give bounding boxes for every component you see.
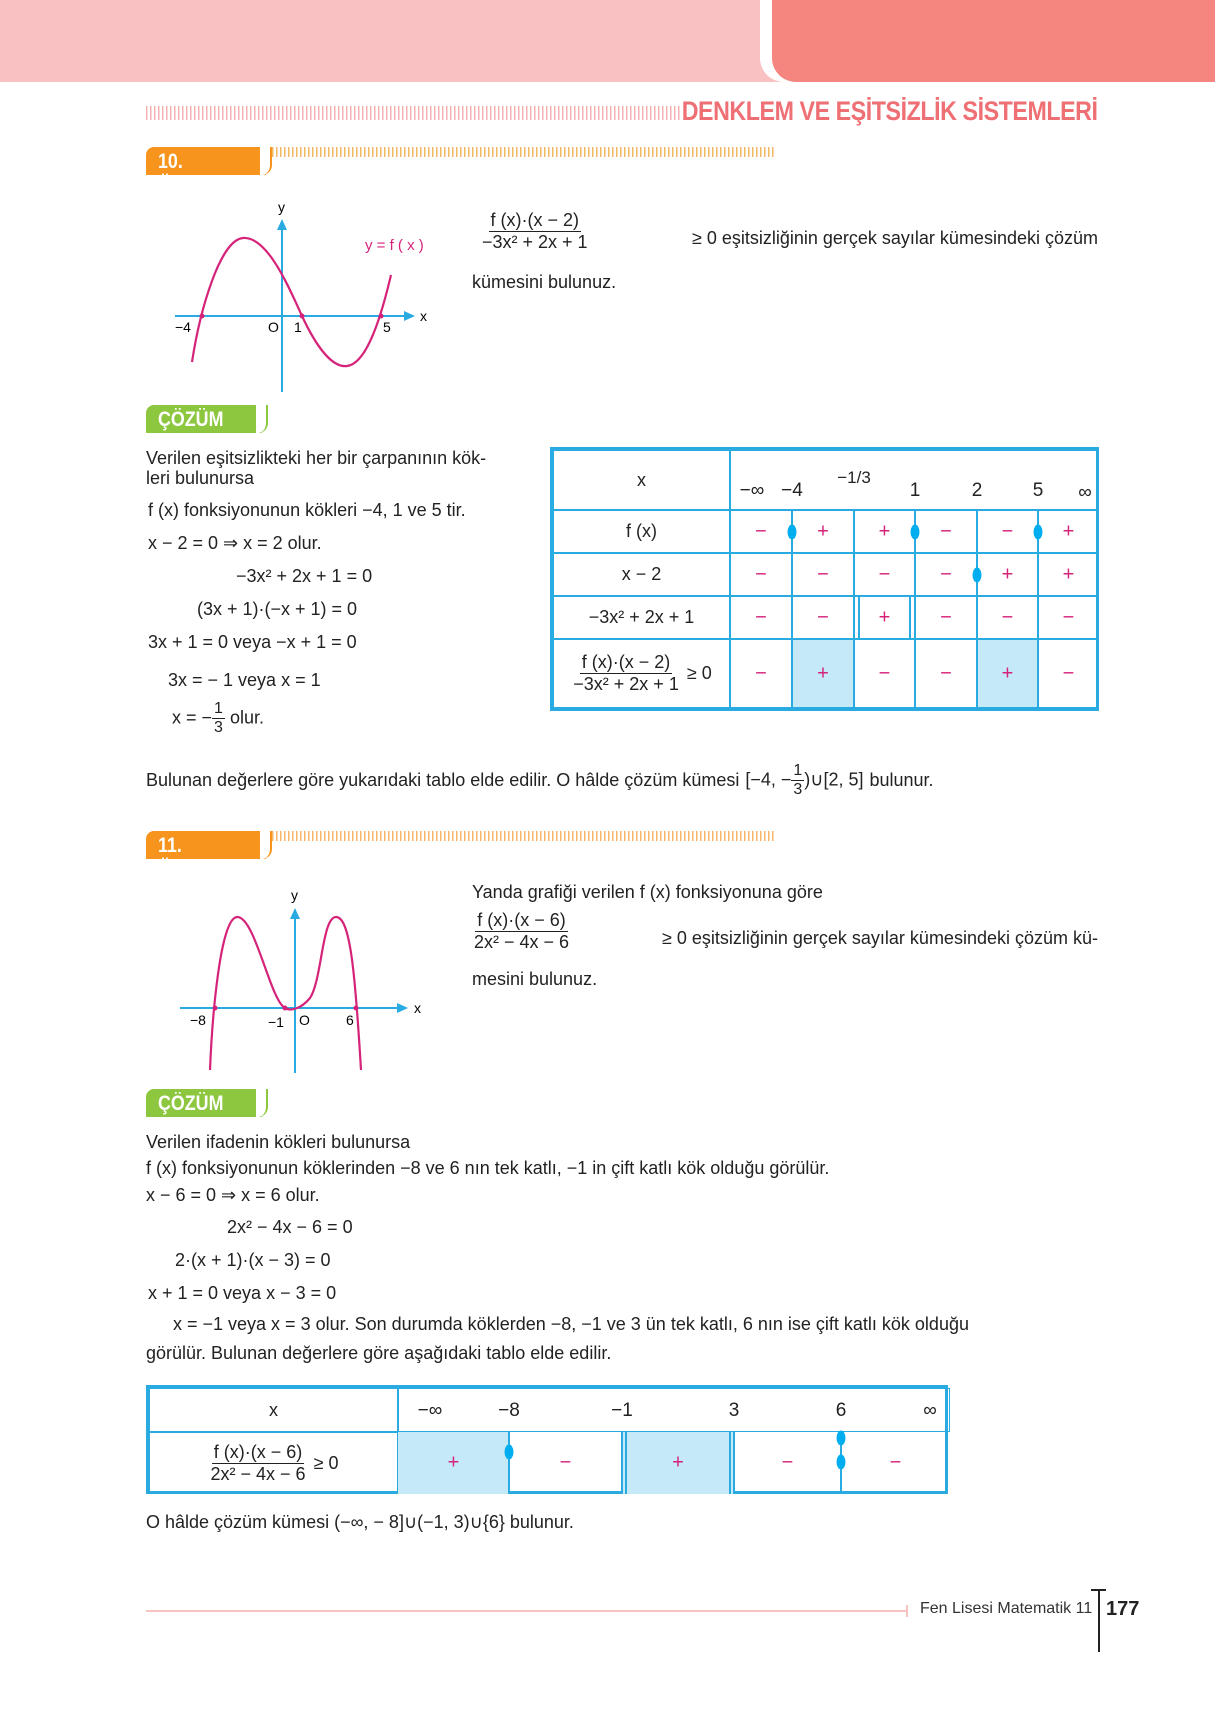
column-divider (914, 596, 916, 639)
graph-ex11 (150, 870, 450, 1080)
badge-label: ÇÖZÜM (158, 408, 224, 431)
header-value: 1 (909, 480, 921, 501)
header-value: ∞ (1078, 482, 1092, 503)
denominator: 2x² − 4x − 6 (210, 1463, 306, 1484)
sign-mark: − (559, 1451, 572, 1474)
numerator: f (x)·(x − 2) (581, 652, 671, 673)
x-label: x (420, 308, 427, 324)
footer-divider (1098, 1589, 1100, 1652)
sign-table-ex10 (550, 447, 1099, 711)
column-divider (976, 510, 978, 553)
solution-line: x − 6 = 0 ⇒ x = 6 olur. (146, 1185, 320, 1205)
root-point (300, 314, 305, 319)
sign-mark: + (878, 606, 891, 628)
graph-ex10 (150, 190, 450, 400)
sign-mark: + (1062, 520, 1075, 542)
column-divider (621, 1432, 623, 1494)
denominator: −3x² + 2x + 1 (573, 674, 679, 694)
ex11-problem-text: ≥ 0 eşitsizliğinin gerçek sayılar kümesindeki çözüm kü- (661, 928, 1098, 948)
y-label: y (291, 887, 298, 903)
sign-table-ex11 (146, 1385, 948, 1494)
fraction (571, 652, 681, 694)
row-label: x − 2 (553, 553, 730, 596)
tick-label: 1 (294, 319, 302, 335)
double-line (909, 596, 911, 639)
denominator: 3 (214, 719, 223, 737)
y-arrow-icon (277, 219, 287, 230)
sign-mark: − (878, 563, 891, 585)
solution-line: leri bulunursa (146, 468, 255, 488)
sign-mark: − (1062, 662, 1075, 684)
header-band-right (772, 0, 1215, 82)
solution-line: Verilen ifadenin kökleri bulunursa (146, 1132, 411, 1152)
footer-divider-cap (1091, 1589, 1106, 1591)
sign-mark: − (817, 563, 829, 585)
footer-rule (146, 1610, 906, 1612)
header-value: −4 (781, 480, 803, 501)
fraction (791, 762, 804, 800)
header-band-left (0, 0, 790, 82)
root-point (200, 314, 205, 319)
sign-mark: − (817, 606, 829, 628)
header-value: −∞ (417, 1400, 443, 1421)
solution-line: x − 2 = 0 ⇒ x = 2 olur. (148, 533, 322, 553)
solution-line: 3x + 1 = 0 veya −x + 1 = 0 (148, 632, 357, 652)
header-value: 3 (728, 1400, 740, 1421)
ex11-conclusion: O hâlde çözüm kümesi (−∞, − 8]∪(−1, 3)∪{6} bulunur. (146, 1512, 574, 1532)
header-x: x (149, 1388, 398, 1432)
conclusion-text: Bulunan değerlere göre yukarıdaki tablo elde edilir. O hâlde çözüm kümesi (146, 770, 740, 791)
double-line (625, 1432, 627, 1494)
origin-label: O (299, 1012, 310, 1028)
column-divider (914, 553, 916, 596)
column-divider (1037, 596, 1039, 639)
tick-label: 6 (346, 1012, 354, 1028)
header-values (398, 1388, 950, 1432)
column-divider (853, 510, 855, 553)
example-10-badge (146, 147, 266, 197)
title-ticks (146, 106, 681, 120)
solution-line: 2·(x + 1)·(x − 3) = 0 (175, 1250, 331, 1270)
sign-mark: − (781, 1451, 794, 1474)
sign-mark: + (672, 1451, 684, 1474)
badge-label: 11. ÖRNEK (158, 834, 223, 881)
row-label (149, 1432, 398, 1494)
header-value: −1/3 (837, 468, 871, 487)
ex11-problem-text: mesini bulunuz. (472, 969, 598, 989)
set-part: [−4, − (745, 769, 792, 790)
header-value: ∞ (923, 1400, 937, 1421)
column-divider (976, 596, 978, 639)
inequality-sign: ≥ 0 (313, 1452, 339, 1473)
sign-mark: − (755, 520, 767, 542)
sign-mark: − (755, 606, 767, 628)
ex10-problem-fraction (480, 210, 590, 252)
x-arrow-icon (397, 1003, 408, 1013)
root-dot (1034, 524, 1043, 539)
numerator: 1 (791, 762, 804, 781)
root-point (354, 1006, 359, 1011)
column-divider (914, 639, 916, 708)
numerator: f (x)·(x − 2) (490, 210, 580, 230)
function-curve (192, 238, 391, 366)
header-value: 5 (1032, 480, 1044, 501)
column-divider (853, 553, 855, 596)
ex11-problem-text: Yanda grafiği verilen f (x) fonksiyonuna göre (472, 882, 823, 902)
root-dot (911, 524, 920, 539)
header-value: −1 (611, 1400, 633, 1421)
solution-line (172, 700, 264, 738)
column-divider (508, 1432, 510, 1494)
row-label: −3x² + 2x + 1 (553, 596, 730, 639)
sign-mark: + (817, 662, 829, 684)
denominator: −3x² + 2x + 1 (482, 231, 588, 252)
column-divider (791, 596, 793, 639)
sign-mark: − (889, 1451, 902, 1474)
ex10-problem-text-2: kümesini bulunuz. (472, 272, 617, 292)
tick-label: −4 (175, 319, 191, 335)
x-label: x (414, 1000, 421, 1016)
badge-ticks (272, 831, 774, 841)
solution-badge (146, 1089, 262, 1117)
page-number: 177 (1106, 1598, 1140, 1620)
solution-line: x + 1 = 0 veya x − 3 = 0 (148, 1283, 337, 1303)
solution-line: −3x² + 2x + 1 = 0 (236, 566, 373, 586)
denominator: 2x² − 4x − 6 (474, 931, 570, 952)
solution-line: f (x) fonksiyonunun köklerinden −8 ve 6 nın tek katlı, −1 in çift katlı kök olduğu görülür. (146, 1158, 830, 1178)
root-dot (837, 1431, 846, 1446)
root-point (283, 1006, 288, 1011)
solution-set (745, 762, 863, 800)
badge-label: ÇÖZÜM (158, 1092, 224, 1115)
solution-line: f (x) fonksiyonunun kökleri −4, 1 ve 5 tir. (148, 500, 466, 520)
column-divider (791, 553, 793, 596)
solution-line: (3x + 1)·(−x + 1) = 0 (197, 599, 358, 619)
root-dot (505, 1445, 514, 1460)
header-x: x (553, 450, 730, 510)
fraction (480, 210, 590, 252)
solution-line: görülür. Bulunan değerlere göre aşağıdaki tablo elde edilir. (146, 1343, 612, 1363)
sign-mark: − (940, 520, 952, 542)
solution-badge (146, 405, 262, 433)
sign-mark: + (817, 520, 829, 542)
conclusion-text: bulunur. (869, 770, 934, 791)
sign-mark: + (1001, 662, 1014, 684)
numerator: 1 (212, 700, 225, 719)
fraction (212, 700, 225, 738)
ex10-problem-text: ≥ 0 eşitsizliğinin gerçek sayılar kümesindeki çözüm (691, 228, 1098, 248)
y-label: y (278, 199, 285, 215)
solution-line: 2x² − 4x − 6 = 0 (227, 1217, 353, 1237)
sign-mark: − (755, 563, 767, 585)
column-divider (853, 639, 855, 708)
badge-label: 10. ÖRNEK (158, 150, 223, 197)
column-divider (791, 639, 793, 708)
root-dot (973, 567, 982, 582)
chapter-title: DENKLEM VE EŞİTSİZLİK SİSTEMLERİ (682, 96, 1098, 126)
header-value: −∞ (739, 480, 765, 501)
fraction (472, 910, 571, 952)
book-title: Fen Lisesi Matematik 11 (920, 1600, 1093, 1617)
example-11-badge (146, 831, 266, 881)
solution-line: x = −1 veya x = 3 olur. Son durumda köklerden −8, −1 ve 3 ün tek katlı, 6 nın ise çift katlı kök olduğu (173, 1314, 969, 1334)
column-divider (1037, 553, 1039, 596)
sign-mark: + (1001, 563, 1014, 585)
row-label (553, 639, 730, 708)
fraction (209, 1442, 308, 1484)
sign-mark: − (878, 662, 891, 684)
sign-mark: − (1062, 606, 1075, 628)
sign-mark: − (940, 606, 952, 628)
sign-mark: − (755, 662, 767, 684)
root-dot (837, 1455, 846, 1470)
row-label: f (x) (553, 510, 730, 553)
sign-mark: + (447, 1451, 460, 1474)
ex10-conclusion (146, 762, 934, 800)
root-point (379, 314, 384, 319)
sign-mark: − (1001, 606, 1014, 628)
math-text: x = − (172, 707, 213, 728)
solution-line: Verilen eşitsizlikteki her bir çarpanının kök- (146, 448, 487, 468)
sign-mark: − (940, 563, 952, 585)
column-divider (733, 1432, 735, 1494)
x-arrow-icon (404, 311, 415, 321)
header-value: −8 (498, 1400, 520, 1421)
math-text: olur. (229, 707, 264, 728)
sign-mark: − (940, 662, 952, 684)
badge-ticks (272, 147, 774, 157)
header-value: 6 (835, 1400, 847, 1421)
solution-line: 3x = − 1 veya x = 1 (168, 670, 321, 690)
root-point (213, 1006, 218, 1011)
curve-label: y = f ( x ) (365, 237, 424, 254)
numerator: f (x)·(x − 6) (477, 910, 566, 930)
footer-rule-end (906, 1605, 908, 1617)
root-dot (788, 524, 797, 539)
sign-mark: + (878, 520, 891, 542)
ex11-problem-fraction (472, 910, 571, 952)
origin-label: O (268, 319, 279, 335)
tick-label: −1 (268, 1014, 284, 1030)
column-divider (853, 596, 855, 639)
function-curve (210, 917, 361, 1070)
tick-label: −8 (190, 1012, 206, 1028)
column-divider (976, 639, 978, 708)
column-divider (1037, 639, 1039, 708)
sign-mark: + (1062, 563, 1075, 585)
tick-label: 5 (383, 319, 391, 335)
denominator: 3 (793, 781, 803, 799)
numerator: f (x)·(x − 6) (213, 1441, 303, 1462)
header-value: 2 (971, 480, 983, 501)
sign-mark: − (1001, 520, 1014, 542)
double-line (858, 596, 860, 639)
double-line (729, 1432, 731, 1494)
inequality-sign: ≥ 0 (686, 663, 712, 683)
set-part: )∪[2, 5] (804, 769, 864, 790)
y-arrow-icon (290, 908, 300, 919)
